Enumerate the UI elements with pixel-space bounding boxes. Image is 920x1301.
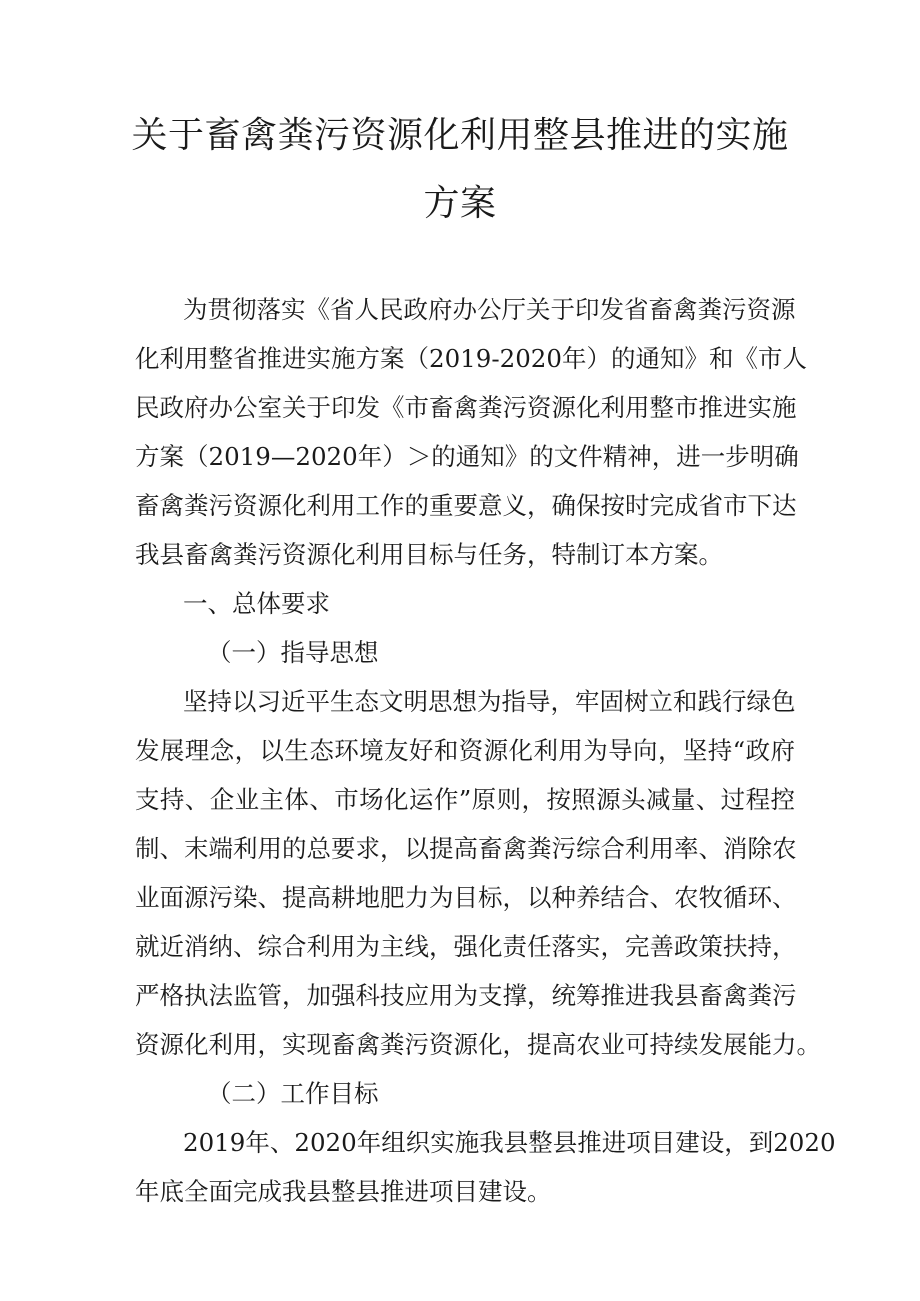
guiding-line: 支持、企业主体、市场化运作”原则，按照源头减量、过程控 [135, 785, 795, 814]
guiding-line: 制、末端利用的总要求，以提高畜禽粪污综合利用率、消除农 [135, 834, 797, 863]
section-heading: 一、总体要求 [183, 589, 330, 618]
document-title-line-2: 方案 [423, 183, 497, 224]
goal-line: 年底全面完成我县整县推进项目建设。 [135, 1177, 552, 1206]
guiding-line: 坚持以习近平生态文明思想为指导，牢固树立和践行绿色 [183, 687, 796, 716]
guiding-line: 资源化利用，实现畜禽粪污资源化，提高农业可持续发展能力。 [135, 1030, 821, 1059]
document-title-line-1: 关于畜禽粪污资源化利用整县推进的实施 [131, 115, 789, 156]
intro-line: 化利用整省推进实施方案（2019-2020年）的通知》和《市人 [135, 344, 807, 373]
intro-line: 为贯彻落实《省人民政府办公厅关于印发省畜禽粪污资源 [183, 295, 796, 324]
guiding-line: 业面源污染、提高耕地肥力为目标，以种养结合、农牧循环、 [135, 883, 797, 912]
subsection-heading: （一）指导思想 [207, 638, 379, 667]
intro-line: 方案（2019—2020年）＞的通知》的文件精神，进一步明确 [135, 442, 799, 471]
guiding-line: 就近消纳、综合利用为主线，强化责任落实，完善政策扶持， [135, 932, 797, 961]
subsection-heading: （二）工作目标 [207, 1079, 379, 1108]
intro-line: 民政府办公室关于印发《市畜禽粪污资源化利用整市推进实施 [135, 393, 797, 422]
guiding-line: 发展理念，以生态环境友好和资源化利用为导向，坚持“政府 [135, 736, 795, 765]
goal-line: 2019年、2020年组织实施我县整县推进项目建设，到2020 [183, 1128, 836, 1157]
guiding-line: 严格执法监管，加强科技应用为支撑，统筹推进我县畜禽粪污 [135, 981, 797, 1010]
intro-line: 我县畜禽粪污资源化利用目标与任务，特制订本方案。 [135, 540, 723, 569]
intro-line: 畜禽粪污资源化利用工作的重要意义，确保按时完成省市下达 [135, 491, 797, 520]
